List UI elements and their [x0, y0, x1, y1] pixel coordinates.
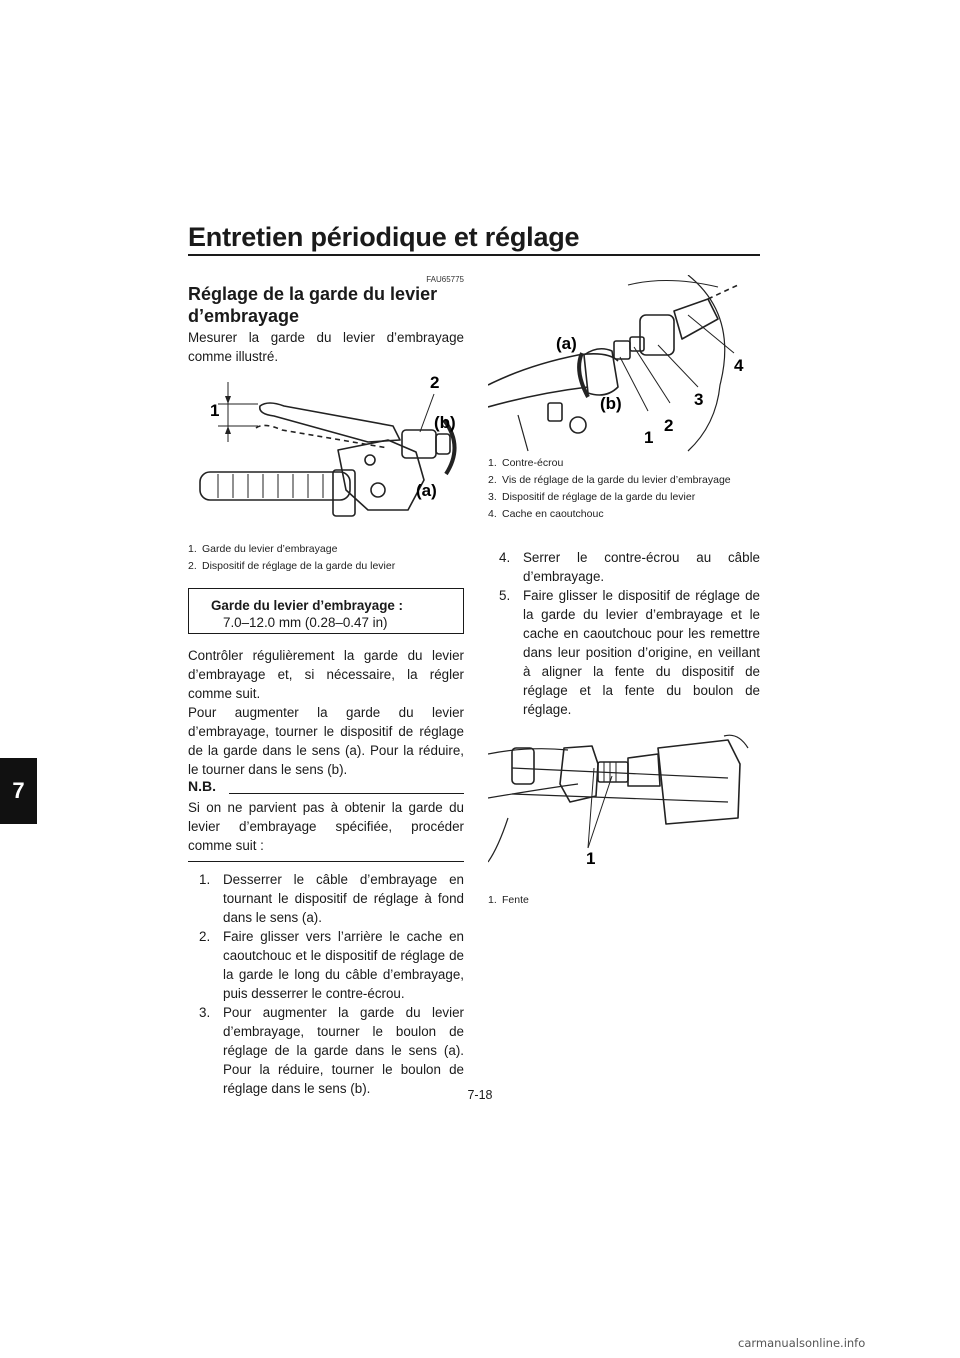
steps-right: [488, 548, 760, 719]
body-paragraph-2: Pour augmenter la garde du levier d’embrayage, tourner le dispositif de réglage de la garde dans le sens (a). Pour la réduire, le tourner dans le sens (b).: [188, 705, 464, 777]
page-number: 7-18: [467, 1088, 493, 1102]
chapter-tab: 7: [0, 758, 37, 824]
lever-perch: [658, 740, 740, 824]
caption-item: 1. Fente: [488, 894, 529, 906]
callout-1: 1: [586, 849, 596, 868]
nb-rule: [229, 793, 464, 794]
lever-outline: [488, 354, 618, 385]
page-header-title: Entretien périodique et réglage: [188, 222, 580, 252]
intro-text: Mesurer la garde du levier d’embrayage comme illustré.: [188, 330, 464, 364]
step-item: 3. Pour augmenter la garde du levier d’embrayage, tourner le boulon de réglage de la garde dans le sens (a). Pour la réduire, tourner le boulon de réglage dans le sens (b).: [199, 1005, 464, 1096]
adjuster-detail-illustration: [488, 275, 760, 455]
slot-alignment-illustration: [488, 728, 760, 888]
handlebar-grip: [200, 472, 350, 500]
figure2-captions: [488, 455, 760, 523]
callout-3: 3: [694, 390, 704, 409]
step-item: 2. Faire glisser vers l’arrière le cache en caoutchouc et le dispositif de réglage de la garde le long du câble d’embrayage, puis desserrer le contre-écrou.: [199, 929, 464, 1001]
clutch-lever: [260, 403, 400, 442]
figure-clutch-lever: [188, 370, 464, 530]
section-code: FAU65775: [426, 275, 464, 284]
spec-box: [188, 588, 464, 634]
nb-title: N.B.: [188, 778, 216, 794]
body-paragraph-1: Contrôler régulièrement la garde du levier d’embrayage et, si nécessaire, la régler comme suit.: [188, 648, 464, 701]
step-item: 4. Serrer le contre-écrou au câble d’embrayage.: [499, 550, 760, 584]
perch: [584, 349, 618, 395]
step-item: 1. Desserrer le câble d’embrayage en tournant le dispositif de réglage à fond dans le sens (a).: [199, 872, 464, 925]
callout-1: 1: [644, 428, 654, 447]
clutch-lever-illustration: [188, 370, 464, 530]
caption-item: 2. Dispositif de réglage de la garde du levier: [188, 560, 396, 572]
figure-slot-alignment: [488, 728, 760, 888]
locknut: [614, 341, 630, 359]
lever-perch: [338, 440, 424, 510]
callout-a: (a): [416, 481, 437, 500]
rubber-cover: [674, 299, 718, 339]
callout-1: 1: [210, 401, 220, 420]
header-rule: [188, 254, 760, 256]
caption-item: 4. Cache en caoutchouc: [488, 508, 604, 520]
nb-text: Si on ne parvient pas à obtenir la garde du levier d’embrayage spécifiée, procéder comme suit :: [188, 800, 464, 853]
spec-value: 7.0–12.0 mm (0.28–0.47 in): [223, 615, 388, 630]
callout-b: (b): [434, 413, 456, 432]
figure1-captions: [188, 541, 464, 575]
figure-adjuster-detail: [488, 275, 760, 455]
adjuster-body: [402, 430, 436, 458]
callout-b: (b): [600, 394, 622, 413]
callout-a: (a): [556, 334, 577, 353]
callout-2: 2: [664, 416, 674, 435]
caption-item: 1. Garde du levier d’embrayage: [188, 543, 338, 555]
watermark-text[interactable]: carmanualsonline.info: [738, 1336, 866, 1350]
caption-item: 1. Contre-écrou: [488, 457, 564, 469]
steps-left: [188, 870, 464, 1098]
caption-item: 2. Vis de réglage de la garde du levier d’embrayage: [488, 474, 731, 486]
caption-item: 3. Dispositif de réglage de la garde du levier: [488, 491, 696, 503]
nb-end-rule: [188, 861, 464, 862]
callout-4: 4: [734, 356, 744, 375]
step-item: 5. Faire glisser le dispositif de réglage de la garde du levier d’embrayage et le cache en caoutchouc pour les remettre dans leur position d’origine, en veillant à aligner la fente du dispositif de réglage et la fente du boulon de réglage.: [499, 588, 760, 717]
figure3-captions: [488, 892, 760, 909]
section-title: Réglage de la garde du levier d’embrayage: [188, 284, 438, 326]
callout-2: 2: [430, 373, 440, 392]
spec-label: Garde du levier d’embrayage :: [211, 598, 404, 613]
adjuster-body: [640, 315, 674, 355]
